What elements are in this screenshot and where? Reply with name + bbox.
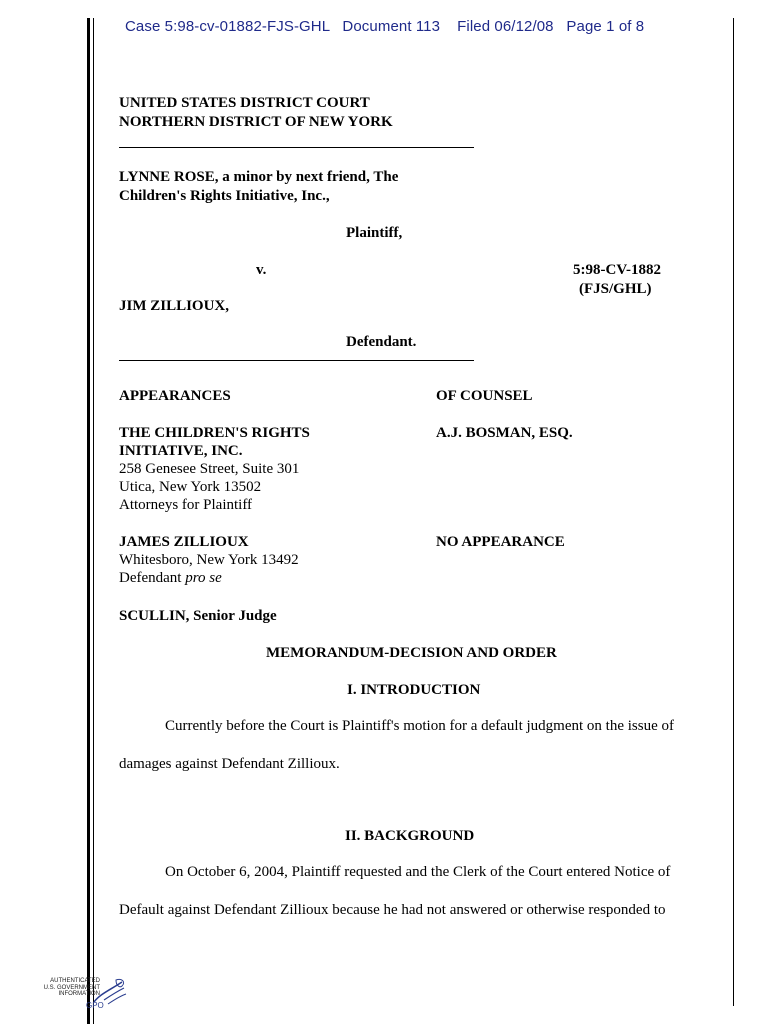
gpo-authentication-seal: [42, 970, 132, 1010]
of-counsel-heading: OF COUNSEL: [436, 388, 533, 404]
court-name-line2: NORTHERN DISTRICT OF NEW YORK: [119, 114, 393, 130]
case-number-line1: 5:98-CV-1882: [573, 262, 662, 278]
seal-line3: INFORMATION: [58, 991, 100, 997]
pro-se-italic: pro se: [185, 570, 222, 586]
left-margin-rule: [87, 18, 90, 1024]
plaintiff-counsel-role: Attorneys for Plaintiff: [119, 497, 253, 513]
plaintiff-name-line1: LYNNE ROSE, a minor by next friend, The: [119, 169, 399, 185]
seal-line2: U.S. GOVERNMENT: [43, 984, 100, 991]
defendant-name: JIM ZILLIOUX,: [119, 298, 230, 314]
plaintiff-role: Plaintiff,: [346, 225, 403, 241]
seal-line1: AUTHENTICATED: [50, 978, 100, 984]
defendant-appearance-name: JAMES ZILLIOUX: [119, 534, 249, 550]
plaintiff-counsel-address1: 258 Genesee Street, Suite 301: [119, 461, 300, 477]
right-margin-rule: [733, 18, 734, 1006]
left-margin-rule-thin: [93, 18, 94, 1024]
caption-separator-top: [119, 147, 474, 148]
defendant-role-prefix: Defendant: [119, 570, 186, 586]
appearances-heading: APPEARANCES: [119, 388, 231, 404]
background-line2: Default against Defendant Zillioux because he had not answered or otherwise responded to: [119, 902, 666, 918]
gpo-eagle-icon: [86, 974, 130, 1010]
section-introduction-heading: I. INTRODUCTION: [347, 682, 481, 698]
introduction-line2: damages against Defendant Zillioux.: [119, 756, 340, 772]
plaintiff-name-line2: Children's Rights Initiative, Inc.,: [119, 188, 330, 204]
judge-line: SCULLIN, Senior Judge: [119, 608, 277, 624]
defendant-appearance-role: [119, 569, 222, 587]
court-name-line1: UNITED STATES DISTRICT COURT: [119, 95, 370, 111]
plaintiff-counsel-org-line2: INITIATIVE, INC.: [119, 443, 243, 459]
plaintiff-counsel-address2: Utica, New York 13502: [119, 479, 262, 495]
defendant-role: Defendant.: [346, 334, 417, 350]
plaintiff-counsel-org-line1: THE CHILDREN'S RIGHTS: [119, 425, 310, 441]
filing-header: Case 5:98-cv-01882-FJS-GHL Document 113 Filed 06/12/08 Page 1 of 8: [125, 18, 645, 35]
versus: v.: [256, 262, 267, 278]
case-number-line2: (FJS/GHL): [579, 281, 652, 297]
caption-separator-bottom: [119, 360, 474, 361]
introduction-line1: Currently before the Court is Plaintiff's motion for a default judgment on the issue of: [165, 718, 674, 734]
plaintiff-counsel-attorney: A.J. BOSMAN, ESQ.: [436, 425, 573, 441]
gpo-mark: GPO: [86, 1001, 104, 1010]
section-background-heading: II. BACKGROUND: [345, 828, 475, 844]
defendant-counsel: NO APPEARANCE: [436, 534, 565, 550]
defendant-appearance-address: Whitesboro, New York 13492: [119, 552, 299, 568]
background-line1: On October 6, 2004, Plaintiff requested and the Clerk of the Court entered Notice of: [165, 864, 671, 880]
document-title: MEMORANDUM-DECISION AND ORDER: [266, 645, 557, 661]
